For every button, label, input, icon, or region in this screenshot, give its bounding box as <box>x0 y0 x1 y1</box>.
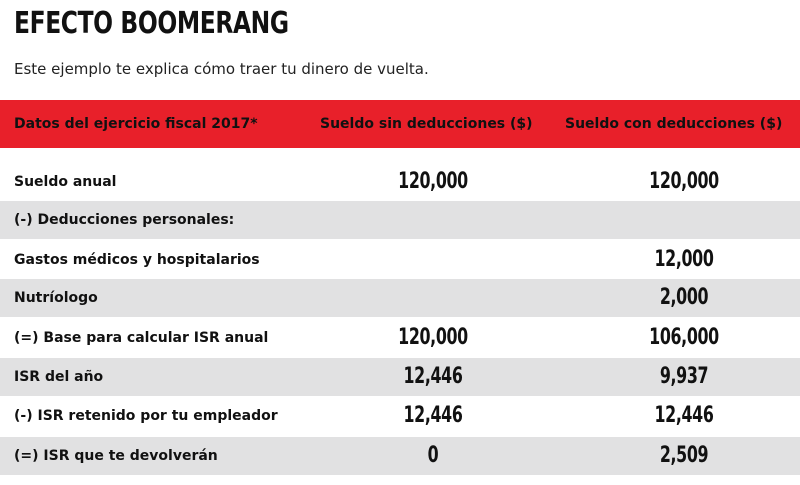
value-sin-deducciones: 12,446 <box>403 364 463 389</box>
table-row-isr-del-ano <box>0 358 800 396</box>
page-subtitle: Este ejemplo te explica cómo traer tu dinero de vuelta. <box>14 60 429 78</box>
value-con-deducciones: 9,937 <box>659 364 709 389</box>
value-con-deducciones: 120,000 <box>649 169 719 194</box>
value-sin-deducciones <box>390 201 476 239</box>
value-sin-deducciones: 120,000 <box>398 169 468 194</box>
table-row-isr-retenido <box>0 397 800 435</box>
value-sin-deducciones: 12,446 <box>403 403 463 428</box>
page-title: EFECTO BOOMERANG <box>14 6 289 41</box>
row-label: Sueldo anual <box>14 174 117 190</box>
header-con-deducciones: Sueldo con deducciones ($) <box>565 116 783 132</box>
row-label: ISR del año <box>14 369 104 385</box>
value-con-deducciones: 106,000 <box>649 325 719 350</box>
value-sin-deducciones <box>390 279 476 317</box>
table-row-isr-devolveran <box>0 437 800 475</box>
row-label: (=) ISR que te devolverán <box>14 448 218 464</box>
header-datos: Datos del ejercicio fiscal 2017* <box>14 116 258 132</box>
value-sin-deducciones: 120,000 <box>398 325 468 350</box>
table-row-sueldo-anual <box>0 163 800 201</box>
value-con-deducciones: 2,000 <box>659 285 709 310</box>
row-label: (-) Deducciones personales: <box>14 212 235 228</box>
value-con-deducciones: 12,446 <box>654 403 714 428</box>
table-row-deducciones-personales <box>0 201 800 239</box>
header-sin-deducciones: Sueldo sin deducciones ($) <box>320 116 533 132</box>
table-row-gastos-medicos <box>0 241 800 279</box>
row-label: Nutríologo <box>14 290 98 306</box>
row-label: Gastos médicos y hospitalarios <box>14 252 260 268</box>
value-con-deducciones <box>641 201 727 239</box>
value-sin-deducciones: 0 <box>427 443 439 468</box>
value-con-deducciones: 12,000 <box>654 247 714 272</box>
value-sin-deducciones <box>390 241 476 279</box>
table-header <box>0 100 800 148</box>
value-con-deducciones: 2,509 <box>659 443 709 468</box>
table-row-nutriologo <box>0 279 800 317</box>
table-row-base-isr <box>0 319 800 357</box>
row-label: (=) Base para calcular ISR anual <box>14 330 269 346</box>
row-label: (-) ISR retenido por tu empleador <box>14 408 278 424</box>
